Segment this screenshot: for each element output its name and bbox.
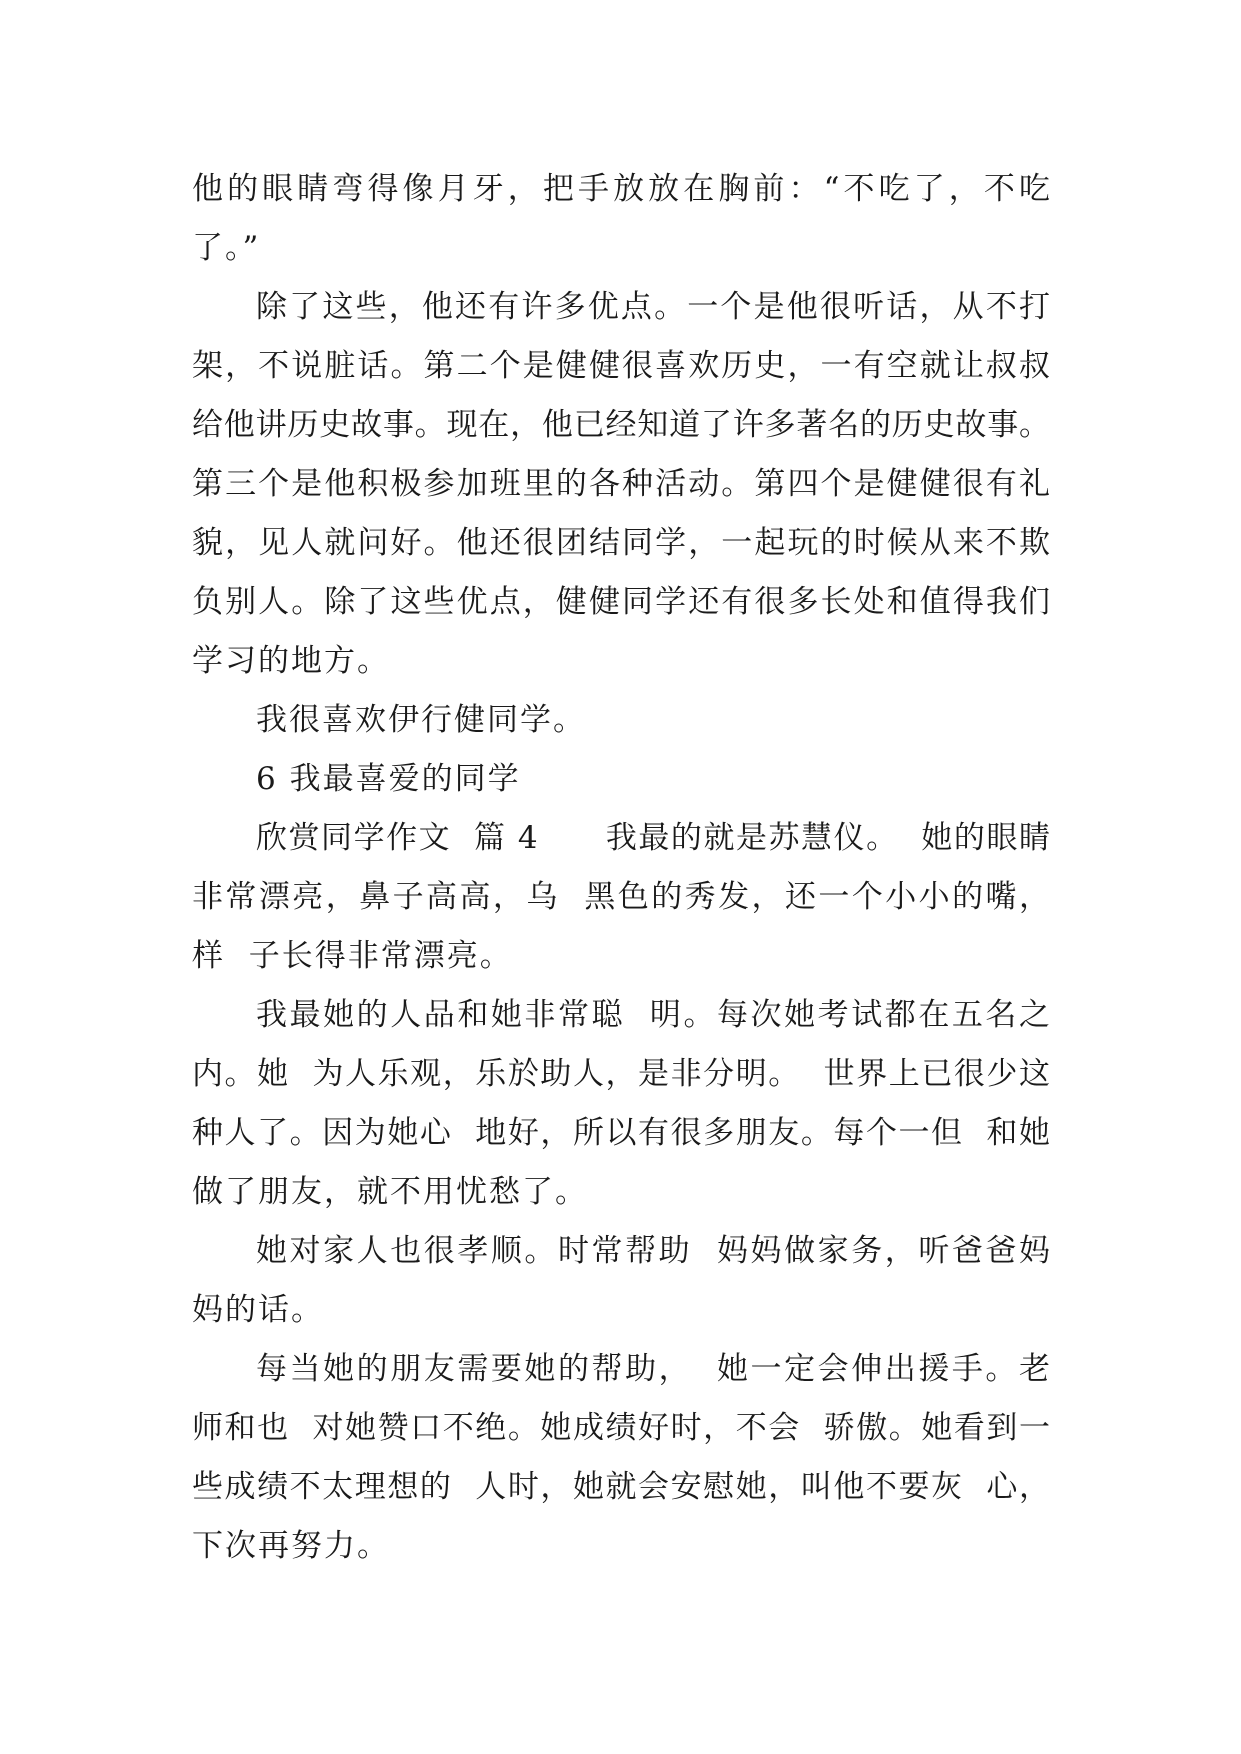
text-line: 每当她的朋友需要她的帮助， 她一定会伸出援手。老 <box>256 1351 1050 1387</box>
text-line: 除了这些，他还有许多优点。一个是他很听话，从不打 <box>256 289 1050 325</box>
text-line: 6 我最喜爱的同学 <box>256 761 521 797</box>
text-line: 架，不说脏话。第二个是健健很喜欢历史，一有空就让叔叔 <box>192 348 1050 384</box>
text-line: 样 子长得非常漂亮。 <box>192 938 513 974</box>
text-line: 妈的话。 <box>192 1292 324 1328</box>
text-line: 种人了。因为她心 地好，所以有很多朋友。每个一但 和她 <box>192 1115 1050 1151</box>
text-line: 些成绩不太理想的 人时，她就会安慰她，叫他不要灰 心， <box>192 1469 1050 1505</box>
text-line: 非常漂亮，鼻子高高，乌 黑色的秀发，还一个小小的嘴， <box>192 879 1050 915</box>
text-line: 我很喜欢伊行健同学。 <box>256 702 586 738</box>
text-line: 我最她的人品和她非常聪 明。每次她考试都在五名之 <box>256 997 1050 1033</box>
text-line: 内。她 为人乐观，乐於助人，是非分明。 世界上已很少这 <box>192 1056 1050 1092</box>
text-line: 貌，见人就问好。他还很团结同学，一起玩的时候从来不欺 <box>192 525 1050 561</box>
text-line: 下次再努力。 <box>192 1528 390 1564</box>
text-line: 他的眼睛弯得像月牙，把手放放在胸前：“不吃了，不吃 <box>192 171 1050 207</box>
text-line: 欣赏同学作文 篇 4 我最的就是苏慧仪。 她的眼睛 <box>256 820 1050 856</box>
text-line: 她对家人也很孝顺。时常帮助 妈妈做家务，听爸爸妈 <box>256 1233 1050 1269</box>
text-line: 了。” <box>192 230 261 266</box>
text-line: 负别人。除了这些优点，健健同学还有很多长处和值得我们 <box>192 584 1050 620</box>
text-line: 师和也 对她赞口不绝。她成绩好时，不会 骄傲。她看到一 <box>192 1410 1050 1446</box>
document-body <box>192 160 1050 1576</box>
text-line: 学习的地方。 <box>192 643 390 679</box>
text-line: 做了朋友，就不用忧愁了。 <box>192 1174 588 1210</box>
text-line: 第三个是他积极参加班里的各种活动。第四个是健健很有礼 <box>192 466 1050 502</box>
text-line: 给他讲历史故事。现在，他已经知道了许多著名的历史故事。 <box>192 407 1050 443</box>
